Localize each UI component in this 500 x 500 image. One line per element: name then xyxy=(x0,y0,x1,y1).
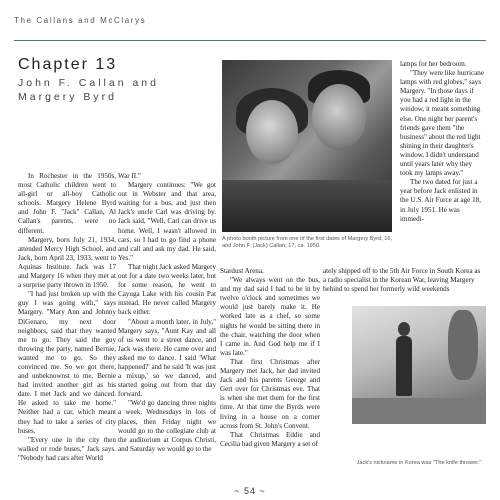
text-column-4-top xyxy=(400,60,484,224)
photo-caption-2: Jack's nickname in Korea was "The knife thrower." xyxy=(356,460,482,466)
paragraph: "I had just broken up with the guy I was going with," says Margery. "Mary Ann and Johnny DiGenaro, my next door neighbors, said that they wanted me to go. They said the guy throwing the party, named Bernie, wanted me to go. So they convinced me. So we got there, and unbeknownst to me, Bernie had invited another girl as his date. I met Jack and we danced. He asked to take me home." Neither had a car, which meant they had to take a series of city buses. xyxy=(18,290,116,435)
paragraph: lamps for her bedroom. xyxy=(400,60,467,68)
paragraph: War II." xyxy=(118,172,141,180)
paragraph: "We always went on the bus, and my dad said I had to be in by twelve o'clock and sometimes we would just barely make it. He worked late as a chef, so some nights he would be sitting there in the chair, watching the door when I came in. And God help me if I was late." xyxy=(220,276,320,357)
paragraph: Stardust Arena. xyxy=(220,267,264,275)
running-header: The Callans and McClarys xyxy=(14,16,147,25)
couple-photo xyxy=(222,60,392,232)
text-column-1 xyxy=(18,172,116,463)
text-column-3 xyxy=(220,267,320,449)
paragraph: Margery, born July 21, 1934, attended Mercy High School, and Jack, born April 23, 1933, went to Aquinas Institute. Jack was 17 and Margery 16 when they met at a surprise party thrown in 1950. xyxy=(18,235,116,290)
paragraph: That first Christmas after Margery met Jack, her dad invited Jack and his parents George and Gert over for Christmas eve. That is when she met them for the first time. At that time the Byrds were living in a house on a corner across from St. John's Convent. xyxy=(220,357,320,430)
paragraph: "They were like hurricane lamps with red globes," says Margery. "In those days if you had a red light in the window, it meant something else. One night her parent's friends gave them "the business" about the red light shining in their daughter's window, I didn't understand until years later why they took my lamps away." xyxy=(400,69,484,178)
text-column-2 xyxy=(118,172,216,454)
page-number: ~ 54 ~ xyxy=(234,486,266,496)
paragraph: "We'd go dancing three nights a week. Wednesdays in lots of places, then Friday night we would go to the collegiate club at the auditorium at Corpus Christi, and Saturday we would go to the xyxy=(118,399,216,453)
chapter-number: Chapter 13 xyxy=(18,56,118,73)
photo-caption-1: A photo booth picture from one of the first dates of Margery Byrd, 16, and John F. (Jack) Callan, 17, ca. 1950. xyxy=(222,236,393,249)
paragraph: "Every one in the city then walked or rode buses," Jack says. "Nobody had cars after World xyxy=(18,435,116,462)
paragraph: "About a month later, in July," Margery says, "Aunt Kay and all of us went to a street dance, and Jack was there. He came over and asked me to dance. I said 'What happened?' and he said 'It was just a mixup,' so we danced, and started going out from that day forward. xyxy=(118,317,216,399)
paragraph: ately shipped off to the 5th Air Force in South Korea as a radio specialist in the Korean War, leaving Margery behind to spend her formerly wild weekends xyxy=(323,267,481,294)
paragraph: The two dated for just a year before Jack enlisted in the U.S. Air Force at age 18, in July 1951. He was immedi- xyxy=(400,178,481,223)
paragraph: In Rochester in the 1950s, most Catholic children went to all-girl or all-boy Catholic schools. Margery Helene Byrd and John F. "Jack" Callan, Al Callan's parents, were no different. xyxy=(18,172,116,235)
paragraph: Margery continues: "We got out in Webster and that area, waiting for a bus, and just then Jack's uncle Carl was driving by. Jack said, "Well, Carl can drive us home. Well, I wasn't allowed in cars, so I had to go find a phone and call and ask my dad. He said, Yes." xyxy=(118,181,216,262)
paragraph: That night Jack asked Margery out for a date two weeks later, but for some reason, he went to Cayuga Lake with his cousin Pat instead. He never called Margery back either. xyxy=(118,262,216,317)
paragraph: That Christmas Eddie and Cecilia had given Margery a set of xyxy=(220,430,320,448)
header-rule xyxy=(14,40,486,41)
text-column-4-bottom xyxy=(323,267,483,294)
chapter-subtitle: John F. Callan and Margery Byrd xyxy=(18,77,159,103)
soldier-photo xyxy=(352,306,486,424)
